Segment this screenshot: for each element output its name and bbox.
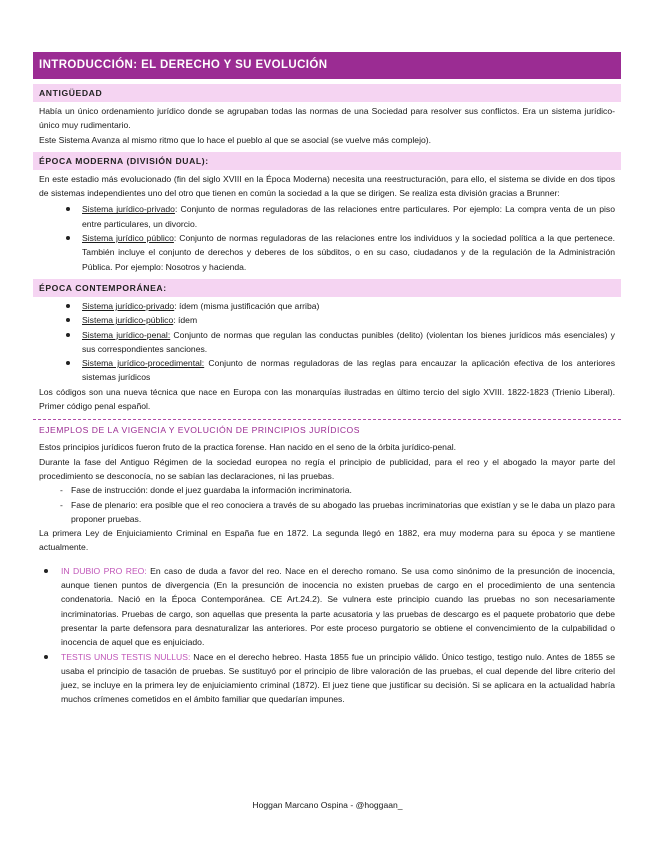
term: Sistema jurídico-penal: bbox=[82, 329, 171, 340]
list-item: - Fase de plenario: era posible que el reo conociera a través de su abogado las pruebas incriminatorias que existían y se le daba un plazo para proponer pruebas. bbox=[39, 498, 615, 527]
list-item: Sistema jurídico-privado: ídem (misma justificación que arriba) bbox=[39, 299, 615, 313]
list-item: Sistema jurídico-procedimental: Conjunto de normas reguladoras de las reglas para encauzar la aplicación efectiva de los anteriores sistemas jurídicos bbox=[39, 356, 615, 385]
paragraph: Durante la fase del Antiguo Régimen de la sociedad europea no regía el principio de publicidad, para el reo y el abogado la mayor parte del procedimiento se desconocía, no se sabían las declaraciones, ni las pruebas. bbox=[39, 456, 615, 481]
term: Sistema jurídico público bbox=[82, 233, 174, 244]
section-heading-antiguedad: ANTIGÜEDAD bbox=[33, 84, 621, 102]
list-item: IN DUBIO PRO REO: En caso de duda a favor del reo. Nace en el derecho romano. Se usa como sinónimo de la presunción de inocencia, aunque tienen puntos de divergencia (En la presunción de inocencia no existen pruebas de cargo en el procedimiento de una sentencia condenatoria. Nació en la Época Contemporánea. CE Art.24.2). Se vulnera este principio cuando las pruebas no son necesariamente incriminatorias. Pruebas de cargo, son aquellas que presenta la parte acusatoria y las pruebas de descargo es el paquete probatorio que debe presentar la parte defensora para desnaturalizar las anteriores. Por este proceso purgatorio se obtiene el convencimiento de la culpabilidad o inocencia de aquel que es enjuiciado. bbox=[39, 564, 615, 650]
list-item: Sistema jurídico-penal: Conjunto de normas que regulan las conductas punibles (delito) (violentan los bienes jurídicos más esenciales) y sus correspondientes sanciones. bbox=[39, 328, 615, 357]
list-item: - Fase de instrucción: donde el juez guardaba la información incriminatoria. bbox=[39, 483, 615, 497]
paragraph: Este Sistema Avanza al mismo ritmo que lo hace el pueblo al que se asocial (se vuelve más complejo). bbox=[39, 134, 432, 145]
paragraph: Había un único ordenamiento jurídico donde se agrupaban todas las normas de una Sociedad para resolver sus conflictos. Era un sistema jurídico-único muy rudimentario. bbox=[39, 106, 615, 131]
page-footer: Hoggan Marcano Ospina - @hoggaan_ bbox=[252, 800, 403, 810]
term: Sistema jurídico-privado bbox=[82, 300, 175, 311]
document-title: INTRODUCCIÓN: EL DERECHO Y SU EVOLUCIÓN bbox=[33, 52, 621, 79]
term: Sistema jurídico-procedimental: bbox=[82, 358, 205, 369]
paragraph: Los códigos son una nueva técnica que nace en Europa con las monarquías ilustradas en último tercio del siglo XVIII. 1822-1823 (Trienio Liberal). Primer código penal español. bbox=[39, 386, 615, 412]
paragraph: Estos principios jurídicos fueron fruto de la practica forense. Han nacido en el seno de la órbita jurídico-penal. bbox=[39, 442, 457, 453]
section-heading-contemporanea: ÉPOCA CONTEMPORÁNEA: bbox=[33, 279, 621, 297]
section-heading-moderna: ÉPOCA MODERNA (DIVISIÓN DUAL): bbox=[33, 152, 621, 170]
antiguedad-body bbox=[33, 102, 621, 147]
section-heading-ejemplos: EJEMPLOS DE LA VIGENCIA Y EVOLUCIÓN DE PRINCIPIOS JURÍDICOS bbox=[39, 425, 360, 436]
list-item: Sistema jurídico-público: ídem bbox=[39, 313, 615, 327]
paragraph: En este estadio más evolucionado (fin del siglo XVIII en la Época Moderna) necesita una reestructuración, para ello, el sistema se divide en dos tipos de sistemas independientes uno del otro que tienen en común la sociedad a la que se dirigen. Se realiza esta división gracias a Brunner: bbox=[39, 173, 615, 199]
ejemplos-body bbox=[33, 438, 621, 706]
moderna-body bbox=[33, 170, 621, 274]
contemporanea-body bbox=[33, 297, 621, 413]
list-item: TESTIS UNUS TESTIS NULLUS: Nace en el derecho hebreo. Hasta 1855 fue un principio válido. Único testigo, testigo nulo. Antes de 1855 se usaba el principio de tasación de pruebas. Se sustituyó por el principio de libre valoración de las pruebas, el cual depende del libre criterio del juez, se incluye en la primera ley de enjuiciamiento criminal (1872). El juez tiene que justificar su decisión. Si se aplicara en la actualidad habría muchos crímenes cometidos en el ámbito familiar que quedarían impunes. bbox=[39, 650, 615, 707]
list-item: Sistema jurídico-privado: Conjunto de normas reguladoras de las relaciones entre particulares. Por ejemplo: La compra venta de un piso entre particulares, un divorcio. bbox=[39, 202, 615, 231]
principle-name: IN DUBIO PRO REO: bbox=[61, 565, 147, 576]
list-item: Sistema jurídico público: Conjunto de normas reguladoras de las relaciones entre los individuos y la sociedad política a la que pertenece. También incluye el conjunto de derechos y deberes de los súbditos, o en su caso, ciudadanos y de la regulación de la Administración Pública. Por ejemplo: Nosotros y hacienda. bbox=[39, 231, 615, 274]
paragraph: La primera Ley de Enjuiciamiento Criminal en España fue en 1872. La segunda llegó en 1882, era muy moderna para su época y se mantiene actualmente. bbox=[39, 528, 615, 553]
principle-name: TESTIS UNUS TESTIS NULLUS: bbox=[61, 651, 191, 662]
document-page bbox=[33, 52, 621, 707]
term: Sistema jurídico-público bbox=[82, 315, 174, 326]
term: Sistema jurídico-privado bbox=[82, 204, 175, 215]
